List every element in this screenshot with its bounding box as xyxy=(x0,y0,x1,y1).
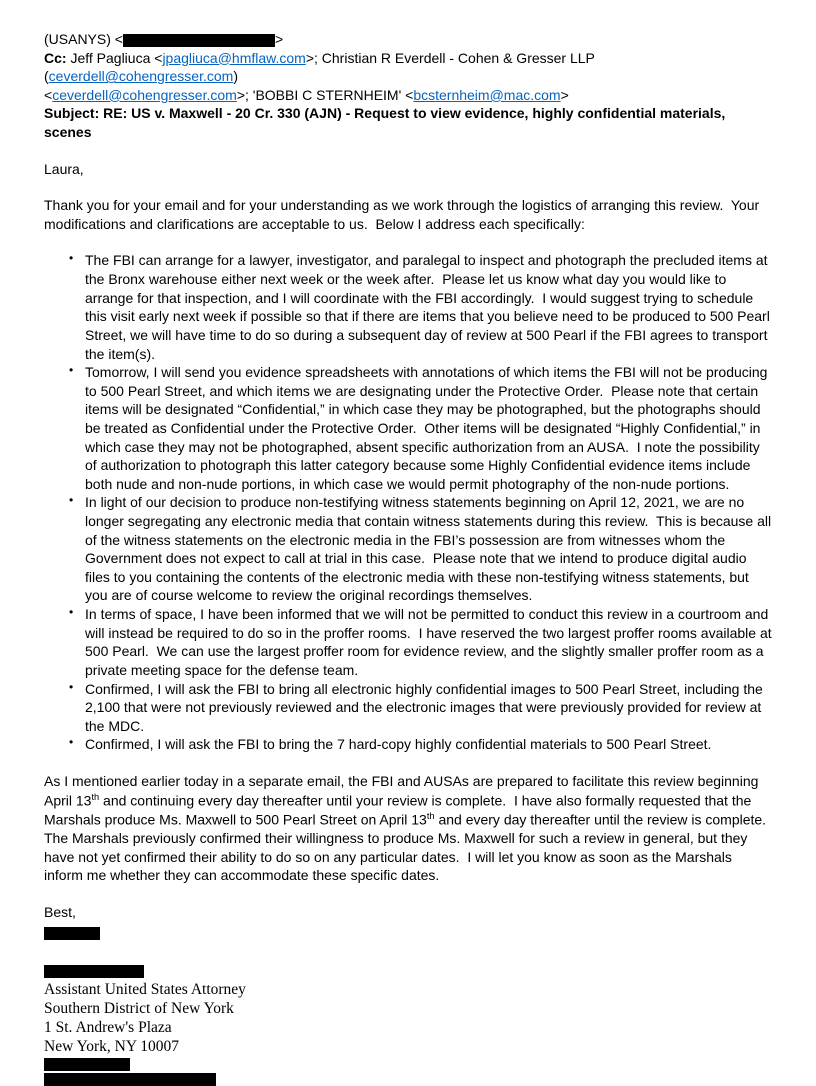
cc-text: ) xyxy=(233,68,238,85)
cc-text: < xyxy=(44,86,53,103)
closing-paragraph xyxy=(44,772,774,885)
bullet-item-spreadsheets-designations: • Tomorrow, I will send you evidence spreadsheets with annotations of which items the FBI will not be producing to 500 Pearl Street, and which items we are designating under the Protective Order. Please note that certain items will be designated “Confidential,” in which case they may be photographed, but the photographs should be treated as Confidential under the Protective Order. Other items will be designated “Highly Confidential,” in which case they may not be photographed, absent specific authorization from an AUSA. I note the possibility of authorization to photograph this latter category because some Highly Confidential evidence items include both nude and non-nude portions, in which case we would permit photography of the non-nude portions. xyxy=(85,363,774,493)
signature-org: Southern District of New York xyxy=(44,1000,234,1018)
cc-text: >; Christian R Everdell - Cohen & Gresser LLP ( xyxy=(44,49,599,85)
bullet-item-warehouse-inspection: • The FBI can arrange for a lawyer, investigator, and paralegal to inspect and photograph the precluded items at the Bronx warehouse either next week or the week after. Please let us know what day you would like to arrange for that inspection, and I will coordinate with the FBI accordingly. I would suggest trying to schedule this visit early next week if possible so that if there are items that you believe need to be produced to 500 Pearl Street, we will have time to do so during a subsequent day of review at 500 Pearl if the FBI agrees to transport the item(s). xyxy=(85,251,774,363)
superscript-th: th xyxy=(91,791,100,802)
redaction-bar-sender-name xyxy=(44,927,100,940)
bullet-list xyxy=(44,251,774,753)
intro-paragraph: Thank you for your email and for your understanding as we work through the logistics of arranging this review. Your modifications and clarifications are acceptable to us. Below I address each specifically: xyxy=(44,197,764,232)
to-line-suffix: > xyxy=(274,31,284,47)
signature-title: Assistant United States Attorney xyxy=(44,981,246,999)
signoff-name-line xyxy=(44,923,774,942)
email-link-jpagliuca[interactable]: jpagliuca@hmflaw.com xyxy=(162,49,306,66)
superscript-th: th xyxy=(426,810,435,821)
signature-address-line1: 1 St. Andrew's Plaza xyxy=(44,1019,172,1037)
closing-text: As I mentioned earlier today in a separate email, the FBI and AUSAs are prepared to facilitate this review beginning April 13 xyxy=(44,772,762,809)
closing-text: and continuing every day thereafter until your review is complete. I have also formally requested that the Marshals produce Ms. Maxwell to 500 Pearl Street on April 13 xyxy=(44,792,756,828)
email-link-ceverdell[interactable]: ceverdell@cohengresser.com xyxy=(52,86,237,103)
bullet-item-witness-statements: • In light of our decision to produce non-testifying witness statements beginning on April 12, 2021, we are no longer segregating any electronic media that contain witness statements during this review. This is because all of the witness statements on the electronic media in the FBI’s possession are from witnesses whom the Government does not expect to call at trial in this case. Please note that we intend to produce digital audio files to you containing the contents of the electronic media with these non-testifying witness statements, but you are of course welcome to review the original recordings themselves. xyxy=(85,493,774,605)
subject-text: RE: US v. Maxwell - 20 Cr. 330 (AJN) - Request to view evidence, highly confidential materials, scenes xyxy=(44,105,730,141)
signature-address-line2: New York, NY 10007 xyxy=(44,1038,180,1056)
cc-text: > xyxy=(560,86,569,103)
redaction-bar-phone xyxy=(44,1058,130,1071)
redaction-bar-signature-name xyxy=(44,965,144,978)
subject-line xyxy=(44,104,774,141)
subject-label: Subject: xyxy=(44,105,100,122)
salutation: Laura, xyxy=(44,160,84,177)
email-header xyxy=(44,30,774,142)
signoff: Best, xyxy=(44,903,76,920)
redaction-bar-email xyxy=(44,1073,216,1086)
to-line xyxy=(44,30,774,49)
bullet-item-proffer-rooms: • In terms of space, I have been informed that we will not be permitted to conduct this review in a courtroom and will instead be required to do so in the proffer rooms. I have reserved the two largest proffer rooms available at 500 Pearl. We can use the largest proffer room for evidence review, and the slightly smaller proffer room as a private meeting space for the defense team. xyxy=(85,605,774,679)
signature-block xyxy=(44,965,774,1086)
cc-text: >; 'BOBBI C STERNHEIM' < xyxy=(236,86,414,103)
to-line-prefix: (USANYS) < xyxy=(44,31,123,47)
cc-text: Jeff Pagliuca < xyxy=(66,49,163,66)
cc-line xyxy=(44,49,774,105)
closing-text: and every day thereafter until the review is complete. The Marshals previously confirmed their willingness to produce Ms. Maxwell for such a review in general, but they have not yet confirmed their ability to do so on any particular dates. I will let you know as soon as the Marshals inform me whether they can accommodate these specific dates. xyxy=(44,811,774,884)
cc-label: Cc: xyxy=(44,49,67,66)
email-link-bcsternheim[interactable]: bcsternheim@mac.com xyxy=(413,86,561,103)
bullet-item-electronic-images: • Confirmed, I will ask the FBI to bring all electronic highly confidential images to 500 Pearl Street, including the 2,100 that were not previously reviewed and the electronic images that were previously provided for review at the MDC. xyxy=(85,680,774,736)
bullet-item-hardcopy-materials: • Confirmed, I will ask the FBI to bring the 7 hard-copy highly confidential materials to 500 Pearl Street. xyxy=(85,735,774,754)
redaction-bar-recipient xyxy=(123,34,275,47)
email-link-ceverdell-paren[interactable]: ceverdell@cohengresser.com xyxy=(48,68,234,85)
